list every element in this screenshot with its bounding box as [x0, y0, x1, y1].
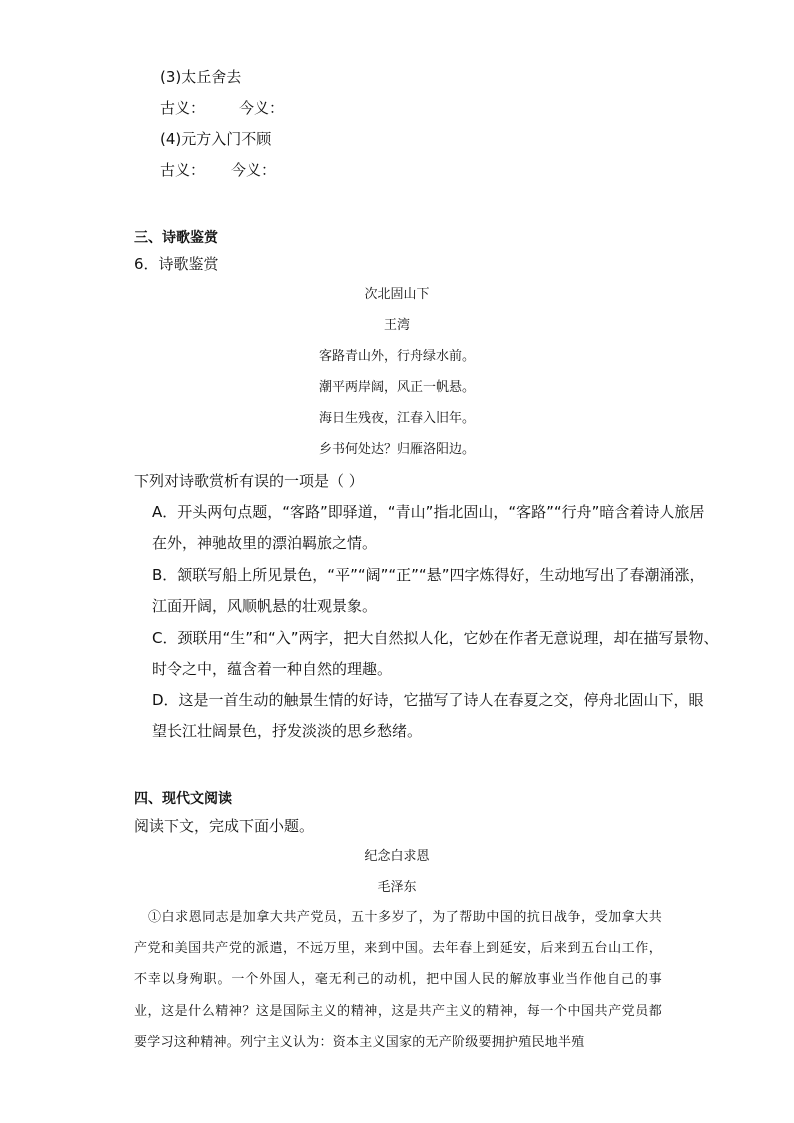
gu-label: 古义：: [160, 161, 206, 179]
section3-heading: 三、诗歌鉴赏: [134, 230, 218, 246]
jin-label: 今义：: [239, 99, 285, 117]
poem-author: 王湾: [383, 318, 410, 333]
poem-line: 潮平两岸阔，风正一帆悬。: [318, 380, 475, 395]
poem-line: 客路青山外，行舟绿水前。: [318, 349, 475, 364]
section4-instruction: 阅读下文，完成下面小题。: [134, 817, 315, 835]
jin-label: 今义：: [231, 161, 277, 179]
q6-label: 6．诗歌鉴赏: [134, 255, 219, 273]
section4-heading: 四、现代文阅读: [134, 791, 232, 807]
q5-item3: (3)太丘舍去: [160, 68, 242, 86]
poem-line: 海日生残夜，江春入旧年。: [318, 411, 475, 426]
q5-item4: (4)元方入门不顾: [160, 130, 272, 148]
option-a: A．开头两句点题，“客路”即驿道，“青山”指北固山，“客路”“行舟”暗含着诗人旅居: [152, 503, 705, 521]
option-c: C．颈联用“生”和“入”两字，把大自然拟人化，它妙在作者无意说理，却在描写景物、: [152, 629, 719, 647]
option-b: B．颔联写船上所见景色，“平”“阔”“正”“悬”四字炼得好，生动地写出了春潮涌涨，: [152, 566, 705, 584]
gu-label: 古义：: [160, 99, 206, 117]
poem-title: 次北固山下: [364, 287, 430, 302]
option-a-cont: 在外，神驰故里的漂泊羁旅之情。: [152, 534, 378, 552]
poem-line: 乡书何处达？归雁洛阳边。: [318, 442, 475, 457]
option-c-cont: 时令之中，蕴含着一种自然的理趣。: [152, 660, 393, 678]
q5-item4-answer-line: [160, 159, 276, 181]
essay-author: 毛泽东: [377, 880, 417, 895]
essay-paragraph-1: ①白求恩同志是加拿大共产党员，五十多岁了，为了帮助中国的抗日战争，受加拿大共产党和美国共产党的派遣，不远万里，来到中国。去年春上到延安，后来到五台山工作，不幸以身殉职。一个外国人，毫无利己的动机，把中国人民的解放事业当作他自己的事业，这是什么精神？这是国际主义的精神，这是共产主义的精神，每一个中国共产党员都要学习这种精神。列宁主义认为：资本主义国家的无产阶级要拥护殖民地半殖: [134, 910, 662, 1050]
essay-title: 纪念白求恩: [364, 849, 430, 864]
q6-question: 下列对诗歌赏析有误的一项是（ ）: [134, 472, 364, 490]
option-d-cont: 望长江壮阔景色，抒发淡淡的思乡愁绪。: [152, 722, 423, 740]
option-d: D．这是一首生动的触景生情的好诗，它描写了诗人在春夏之交，停舟北固山下，眼: [152, 691, 704, 709]
q5-item3-answer-line: [160, 97, 284, 119]
option-b-cont: 江面开阔，风顺帆悬的壮观景象。: [152, 597, 378, 615]
